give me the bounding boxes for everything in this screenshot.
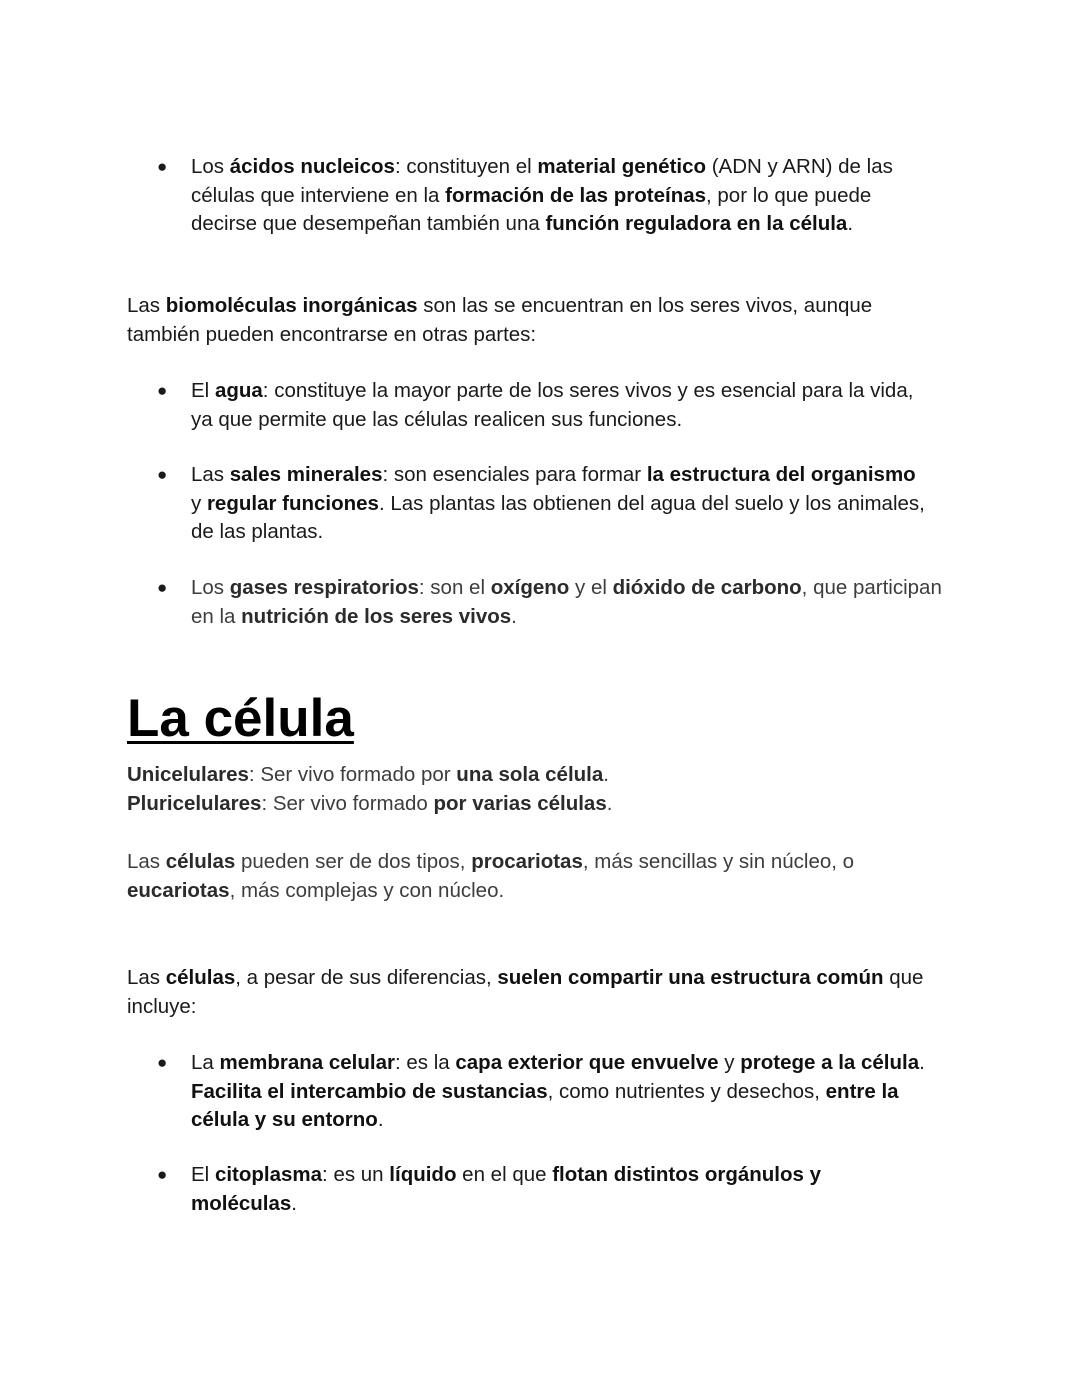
text: y [718, 1051, 741, 1074]
text: El [191, 379, 215, 402]
text: también pueden encontrarse en otras partes: [127, 322, 537, 346]
text: , más complejas y con núcleo. [229, 878, 505, 902]
bold-term: oxígeno [490, 576, 570, 599]
text: células que interviene en la [191, 183, 446, 207]
bullet-text [191, 574, 961, 631]
bullet-dot: ● [157, 1165, 168, 1184]
text: , como nutrientes y desechos, [547, 1079, 826, 1103]
bold-term: eucariotas [127, 878, 230, 902]
bold-term: célula y su entorno [191, 1108, 378, 1131]
text: incluye: [127, 994, 197, 1018]
text: . [919, 1051, 925, 1074]
bullet-dot: ● [157, 465, 168, 484]
text: . [603, 763, 609, 786]
text: . [291, 1191, 297, 1215]
text: Las [191, 463, 230, 486]
bullet-text [191, 1049, 961, 1135]
bold-term: una sola célula [456, 763, 604, 786]
bullet-text [191, 377, 961, 434]
text: de las plantas. [191, 520, 324, 543]
text: , a pesar de sus diferencias, [235, 966, 498, 989]
bullet-dot: ● [157, 381, 168, 400]
text: Las [127, 850, 166, 873]
bold-term: procariotas [471, 850, 583, 873]
bold-term: material genético [537, 155, 707, 178]
text: Los [191, 576, 230, 599]
bold-term: la estructura del organismo [646, 463, 916, 486]
text: en la [191, 604, 242, 628]
text: La [191, 1051, 220, 1074]
bold-term: gases respiratorios [229, 576, 419, 599]
bold-term: moléculas [191, 1191, 292, 1215]
bold-term: suelen compartir una estructura común [497, 966, 884, 989]
bold-term: regular funciones [206, 491, 379, 515]
paragraph-tipos-celulas [127, 848, 967, 905]
bold-term: sales minerales [229, 463, 383, 486]
text: pueden ser de dos tipos, [235, 850, 472, 873]
bullet-dot: ● [157, 1053, 168, 1072]
bold-term: dióxido de carbono [612, 576, 802, 599]
bold-term: biomoléculas inorgánicas [165, 294, 418, 317]
bold-term: por varias células [433, 791, 607, 815]
text: : constituyen el [394, 155, 538, 178]
text: : es un [322, 1163, 390, 1186]
text: : Ser vivo formado por [248, 763, 457, 786]
paragraph-inorganicas [127, 292, 967, 349]
bold-term: agua [214, 379, 263, 402]
bold-term: Pluricelulares [127, 791, 262, 815]
text: . [606, 791, 613, 815]
bold-term: membrana celular [219, 1051, 395, 1074]
bold-term: formación de las proteínas [445, 183, 707, 207]
text: en el que [456, 1163, 553, 1186]
text: . [377, 1108, 384, 1131]
text: Las [127, 966, 166, 989]
bold-term: flotan distintos orgánulos y [552, 1163, 822, 1186]
text: El [191, 1163, 215, 1186]
bold-term: Facilita el intercambio de sustancias [191, 1079, 548, 1103]
bold-term: función reguladora en la célula [545, 212, 848, 235]
bullet-text [191, 461, 961, 547]
bold-term: ácidos nucleicos [229, 155, 395, 178]
bold-term: capa exterior que envuelve [455, 1051, 719, 1074]
bold-term: células [165, 966, 236, 989]
bold-term: entre la [825, 1079, 899, 1103]
text: : constituye la mayor parte de los seres vivos y es esencial para la vida, [262, 379, 914, 402]
bold-term: células [165, 850, 236, 873]
bullet-text [191, 1161, 961, 1218]
text: . [847, 212, 854, 235]
text: , que participan [801, 576, 942, 599]
text: . [511, 604, 517, 628]
bullet-dot: ● [157, 578, 168, 597]
bold-term: líquido [389, 1163, 457, 1186]
text: , por lo que puede [706, 183, 872, 207]
text: y [191, 491, 207, 515]
text: Las [127, 294, 166, 317]
text: decirse que desempeñan también una [191, 212, 546, 235]
text: que [883, 966, 924, 989]
definitions [127, 761, 967, 818]
section-heading: La célula [127, 689, 354, 748]
text: : son el [418, 576, 491, 599]
text: , más sencillas y sin núcleo, o [582, 850, 855, 873]
bullet-dot: ● [157, 157, 168, 176]
text: son las se encuentran en los seres vivos, aunque [417, 294, 873, 317]
text: ya que permite que las células realicen sus funciones. [191, 407, 683, 431]
text: y el [569, 576, 613, 599]
paragraph-estructura-comun [127, 964, 967, 1021]
bold-term: protege a la célula [740, 1051, 920, 1074]
bold-term: nutrición de los seres vivos [241, 604, 512, 628]
bold-term: Unicelulares [127, 763, 249, 786]
text: : Ser vivo formado [261, 791, 434, 815]
text: (ADN y ARN) de las [706, 155, 893, 178]
bold-term: citoplasma [214, 1163, 323, 1186]
text: : son esenciales para formar [382, 463, 647, 486]
text: : es la [394, 1051, 456, 1074]
text: Los [191, 155, 230, 178]
bullet-text [191, 153, 961, 239]
text: . Las plantas las obtienen del agua del suelo y los animales, [378, 491, 925, 515]
